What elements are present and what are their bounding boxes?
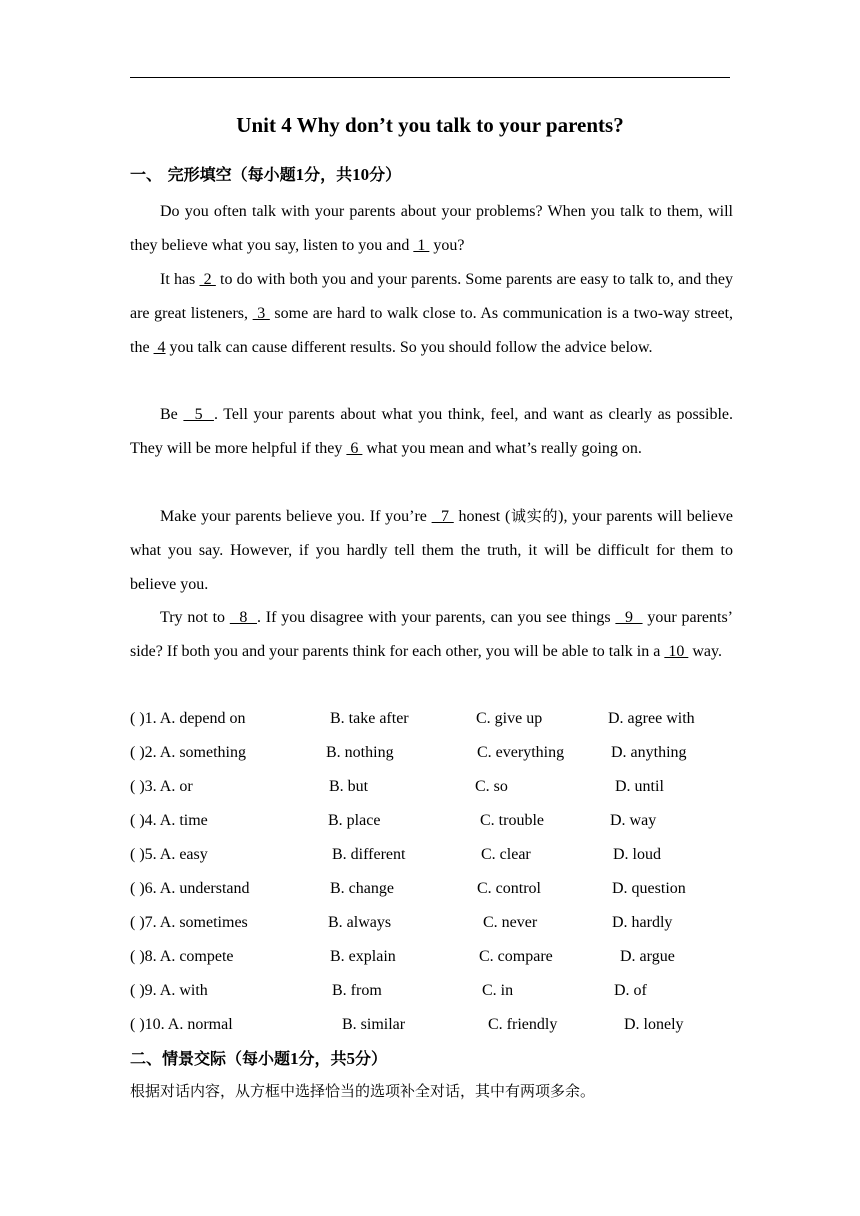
section-2-instruction: 根据对话内容，从方框中选择恰当的选项补全对话，其中有两项多余。 xyxy=(130,1082,596,1100)
question-2-options xyxy=(130,744,740,778)
option-c: C. so xyxy=(475,778,508,795)
option-c: C. clear xyxy=(481,846,531,863)
blank-1: 1 xyxy=(413,236,430,254)
question-2: ( )2. A. something xyxy=(130,744,246,761)
option-b: B. similar xyxy=(342,1016,406,1033)
option-b: B. from xyxy=(332,982,382,999)
section-2-heading xyxy=(130,1046,387,1069)
passage-paragraph-5: Try not to 8 . If you disagree with your parents, can you see things 9 your parents’ side? If both you and your parents think for each other, you will be able to talk in a 10 way. xyxy=(130,609,734,660)
question-1: ( )1. A. depend on xyxy=(130,710,246,727)
question-4-options xyxy=(130,812,740,846)
section-1-title: 完形填空（每小题 xyxy=(167,165,296,184)
option-b: B. nothing xyxy=(326,744,394,761)
question-10: ( )10. A. normal xyxy=(130,1016,233,1033)
question-1-options xyxy=(130,710,740,744)
question-6-options xyxy=(130,880,740,914)
blank-10: 10 xyxy=(664,642,689,660)
question-7: ( )7. A. sometimes xyxy=(130,914,248,931)
option-b: B. but xyxy=(329,778,369,795)
option-b: B. change xyxy=(330,880,394,897)
option-d: D. argue xyxy=(620,948,675,965)
option-d: D. loud xyxy=(613,846,661,863)
section-1-score-total: 10 xyxy=(352,165,370,184)
section-2-mid: 分，共 xyxy=(298,1049,347,1068)
section-2-title: 二、情景交际（每小题 xyxy=(130,1049,291,1068)
option-b: B. place xyxy=(328,812,381,829)
option-d: D. hardly xyxy=(612,914,673,931)
blank-2: 2 xyxy=(199,271,216,288)
passage-paragraph-2: It has 2 to do with both you and your parents. Some parents are easy to talk to, and they are great listeners, 3 some are hard to walk close to. As communication is a two-way street, the 4 you talk can cause different results. So you should follow the advice below. xyxy=(130,271,734,356)
passage-paragraph-3: Be 5 . Tell your parents about what you think, feel, and want as clearly as possible. They will be more helpful if they 6 what you mean and what’s really going on. xyxy=(130,406,734,457)
question-8-options xyxy=(130,948,740,982)
question-9-options xyxy=(130,982,740,1016)
question-5-options xyxy=(130,846,740,880)
option-c: C. never xyxy=(483,914,538,931)
option-d: D. way xyxy=(610,812,657,829)
passage-paragraph-1: Do you often talk with your parents about your problems? When you talk to them, will they believe what you say, listen to you and 1 you? xyxy=(130,203,733,254)
section-1-end: 分） xyxy=(369,165,402,184)
option-d: D. agree with xyxy=(608,710,695,727)
option-b: B. different xyxy=(332,846,406,863)
question-4: ( )4. A. time xyxy=(130,812,208,829)
question-8: ( )8. A. compete xyxy=(130,948,234,965)
question-9: ( )9. A. with xyxy=(130,982,208,999)
option-c: C. control xyxy=(477,880,541,897)
passage-paragraph-4: Make your parents believe you. If you’re 7 honest (诚实的), your parents will believe what you say. However, if you hardly tell them the truth, it will be difficult for them to believe you. xyxy=(130,507,733,593)
section-2-score-total: 5 xyxy=(346,1049,356,1068)
blank-7: 7 xyxy=(431,508,454,525)
option-b: B. always xyxy=(328,914,392,931)
question-6: ( )6. A. understand xyxy=(130,880,250,897)
blank-3: 3 xyxy=(252,304,270,322)
option-c: C. compare xyxy=(479,948,553,965)
section-1-number: 一、 xyxy=(130,165,163,184)
option-d: D. anything xyxy=(611,744,687,761)
section-2-score-each: 1 xyxy=(290,1049,299,1068)
header-rule xyxy=(130,77,730,78)
option-d: D. lonely xyxy=(624,1016,684,1033)
option-c: C. friendly xyxy=(488,1016,558,1033)
page-title: Unit 4 Why don’t you talk to your parents? xyxy=(236,113,624,137)
section-1-heading xyxy=(130,162,401,185)
question-5: ( )5. A. easy xyxy=(130,846,208,863)
option-b: B. explain xyxy=(330,948,396,965)
blank-9: 9 xyxy=(615,609,643,626)
section-1-score-each: 1 xyxy=(295,165,305,184)
option-c: C. everything xyxy=(477,744,565,761)
question-3: ( )3. A. or xyxy=(130,778,193,795)
section-2-end: 分） xyxy=(355,1049,388,1068)
option-c: C. trouble xyxy=(480,812,544,829)
option-b: B. take after xyxy=(330,710,409,727)
question-3-options xyxy=(130,778,740,812)
blank-4: 4 xyxy=(153,338,166,356)
question-7-options xyxy=(130,914,740,948)
question-10-options xyxy=(130,1016,740,1050)
option-d: D. until xyxy=(615,778,664,795)
option-d: D. question xyxy=(612,880,686,897)
section-1-mid: 分，共 xyxy=(304,165,353,184)
option-c: C. give up xyxy=(476,710,543,727)
option-d: D. of xyxy=(614,982,647,999)
blank-5: 5 xyxy=(183,406,214,423)
blank-6: 6 xyxy=(346,439,363,457)
option-c: C. in xyxy=(482,982,514,999)
blank-8: 8 xyxy=(229,609,257,626)
